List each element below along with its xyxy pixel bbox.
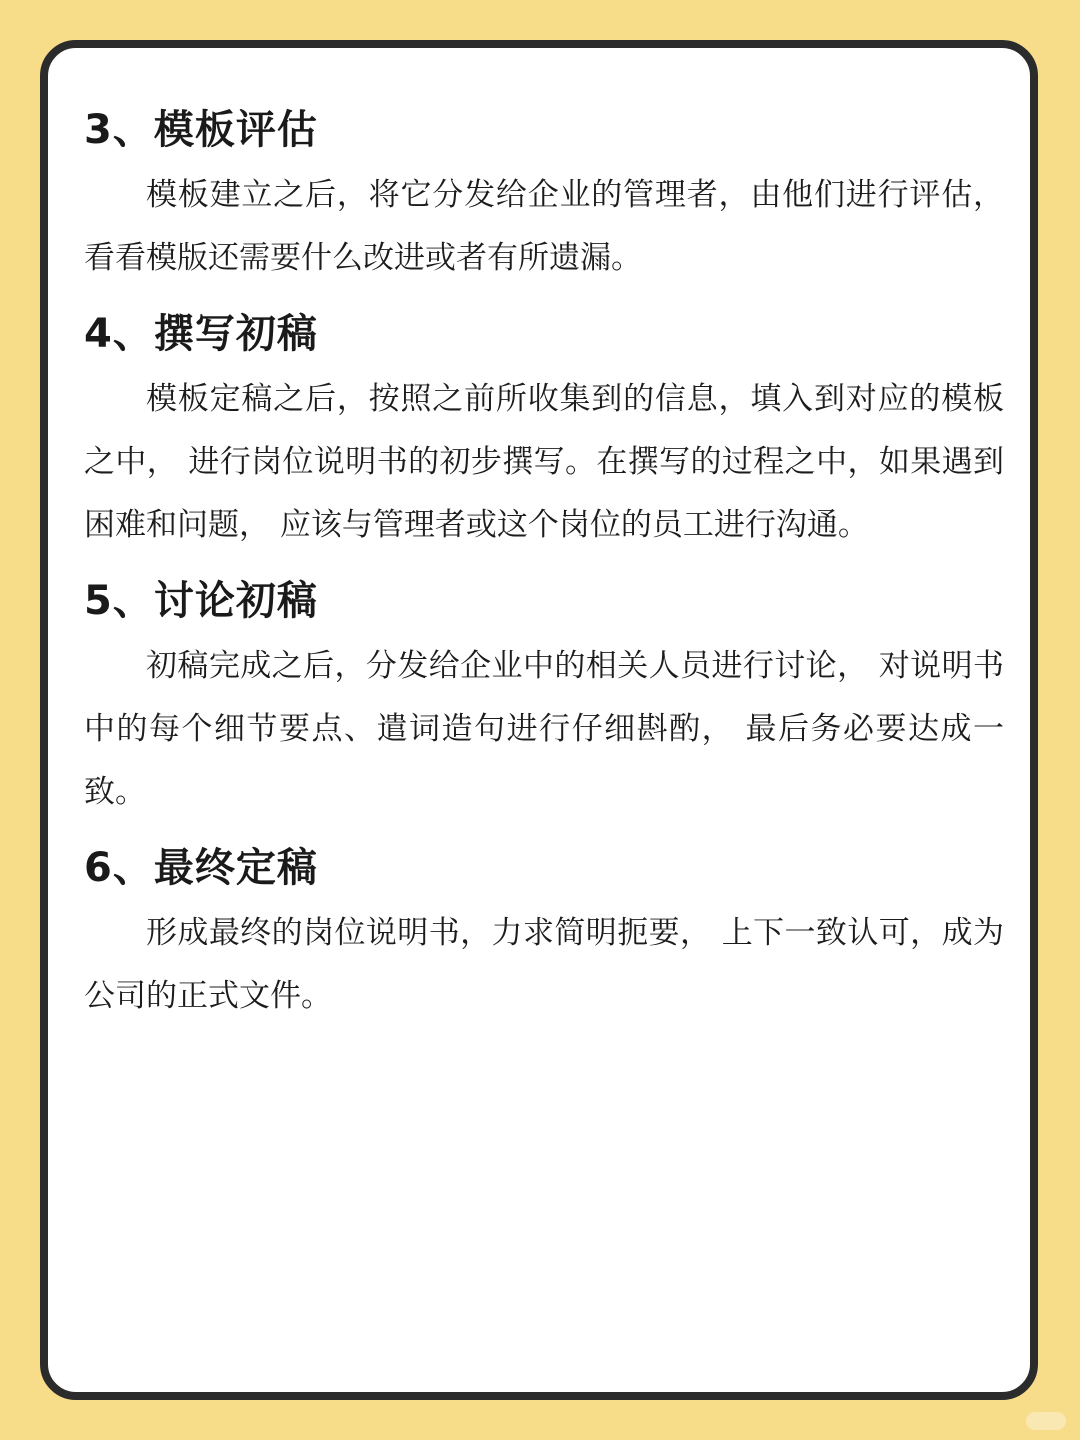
section-paragraph: 模板定稿之后，按照之前所收集到的信息，填入到对应的模板之中， 进行岗位说明书的初步撰写。在撰写的过程之中，如果遇到困难和问题， 应该与管理者或这个岗位的员工进行沟通。 [84, 381, 1004, 543]
section-paragraph: 模板建立之后，将它分发给企业的管理者，由他们进行评估，看看模版还需要什么改进或者有所遗漏。 [84, 177, 1004, 276]
section-heading: 5、讨论初稿 [84, 578, 318, 624]
section-paragraph: 形成最终的岗位说明书，力求简明扼要， 上下一致认可，成为公司的正式文件。 [84, 915, 1004, 1014]
section-heading: 6、最终定稿 [84, 845, 318, 891]
section-heading: 4、撰写初稿 [84, 311, 318, 357]
section-heading: 3、模板评估 [84, 107, 318, 153]
section-final-draft [84, 838, 1004, 1028]
section-template-evaluation [84, 100, 1004, 290]
section-paragraph: 初稿完成之后，分发给企业中的相关人员进行讨论， 对说明书中的每个细节要点、遣词造句进行仔细斟酌， 最后务必要达成一致。 [84, 648, 1004, 810]
document-card [40, 40, 1038, 1400]
section-discuss-draft [84, 571, 1004, 824]
section-write-draft [84, 304, 1004, 557]
watermark-mark [1026, 1412, 1066, 1430]
document-content [84, 100, 1004, 1042]
